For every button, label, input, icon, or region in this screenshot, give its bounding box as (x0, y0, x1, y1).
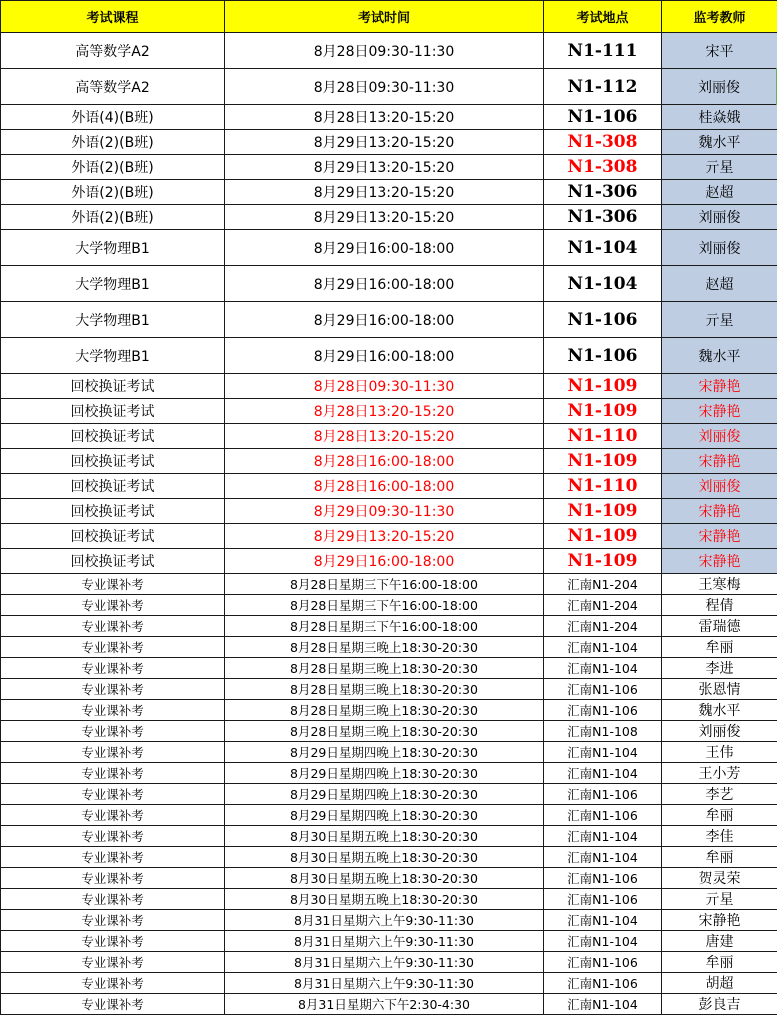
course-cell: 专业课补考 (1, 595, 225, 616)
course-cell: 外语(4)(B班) (1, 105, 225, 130)
table-row (1, 931, 777, 952)
table-row (1, 155, 777, 180)
course-cell: 外语(2)(B班) (1, 180, 225, 205)
course-cell: 回校换证考试 (1, 374, 225, 399)
table-row (1, 374, 777, 399)
room-cell: N1-306 (544, 180, 662, 205)
table-row (1, 399, 777, 424)
course-cell: 回校换证考试 (1, 474, 225, 499)
teacher-cell: 赵超 (662, 266, 777, 302)
time-cell: 8月28日星期三晚上18:30-20:30 (225, 679, 544, 700)
table-row (1, 784, 777, 805)
teacher-cell: 宋静艳 (662, 374, 777, 399)
table-row (1, 889, 777, 910)
table-row (1, 338, 777, 374)
room-cell: 汇南N1-104 (544, 910, 662, 931)
course-cell: 回校换证考试 (1, 549, 225, 574)
room-cell: N1-110 (544, 424, 662, 449)
table-row (1, 302, 777, 338)
room-cell: N1-104 (544, 230, 662, 266)
room-cell: N1-308 (544, 155, 662, 180)
time-cell: 8月28日星期三下午16:00-18:00 (225, 595, 544, 616)
room-cell: 汇南N1-104 (544, 742, 662, 763)
course-cell: 专业课补考 (1, 721, 225, 742)
course-cell: 专业课补考 (1, 763, 225, 784)
room-cell: 汇南N1-104 (544, 763, 662, 784)
room-cell: N1-109 (544, 449, 662, 474)
table-row (1, 524, 777, 549)
course-cell: 专业课补考 (1, 889, 225, 910)
table-row (1, 910, 777, 931)
course-cell: 回校换证考试 (1, 399, 225, 424)
teacher-cell: 牟丽 (662, 847, 777, 868)
course-cell: 回校换证考试 (1, 524, 225, 549)
header-invigilator: 监考教师 (662, 1, 777, 33)
room-cell: N1-106 (544, 302, 662, 338)
time-cell: 8月30日星期五晚上18:30-20:30 (225, 868, 544, 889)
course-cell: 高等数学A2 (1, 69, 225, 105)
teacher-cell: 贺灵荣 (662, 868, 777, 889)
course-cell: 外语(2)(B班) (1, 205, 225, 230)
course-cell: 专业课补考 (1, 973, 225, 994)
course-cell: 大学物理B1 (1, 302, 225, 338)
teacher-cell: 亓星 (662, 889, 777, 910)
table-row (1, 763, 777, 784)
room-cell: 汇南N1-204 (544, 595, 662, 616)
room-cell: 汇南N1-204 (544, 574, 662, 595)
room-cell: 汇南N1-104 (544, 658, 662, 679)
table-row (1, 449, 777, 474)
course-cell: 专业课补考 (1, 637, 225, 658)
room-cell: 汇南N1-106 (544, 784, 662, 805)
header-course: 考试课程 (1, 1, 225, 33)
time-cell: 8月31日星期六上午9:30-11:30 (225, 952, 544, 973)
teacher-cell: 程倩 (662, 595, 777, 616)
time-cell: 8月30日星期五晚上18:30-20:30 (225, 847, 544, 868)
course-cell: 专业课补考 (1, 616, 225, 637)
time-cell: 8月28日星期三晚上18:30-20:30 (225, 637, 544, 658)
table-row (1, 658, 777, 679)
room-cell: 汇南N1-106 (544, 973, 662, 994)
teacher-cell: 刘丽俊 (662, 721, 777, 742)
teacher-cell: 牟丽 (662, 952, 777, 973)
teacher-cell: 唐建 (662, 931, 777, 952)
header-time: 考试时间 (225, 1, 544, 33)
course-cell: 回校换证考试 (1, 499, 225, 524)
teacher-cell: 桂焱娥 (662, 105, 777, 130)
course-cell: 大学物理B1 (1, 230, 225, 266)
time-cell: 8月29日星期四晚上18:30-20:30 (225, 805, 544, 826)
table-row (1, 826, 777, 847)
time-cell: 8月28日星期三下午16:00-18:00 (225, 574, 544, 595)
time-cell: 8月29日13:20-15:20 (225, 130, 544, 155)
time-cell: 8月28日13:20-15:20 (225, 424, 544, 449)
course-cell: 外语(2)(B班) (1, 130, 225, 155)
course-cell: 专业课补考 (1, 574, 225, 595)
course-cell: 回校换证考试 (1, 424, 225, 449)
table-row (1, 616, 777, 637)
header-location: 考试地点 (544, 1, 662, 33)
room-cell: N1-106 (544, 105, 662, 130)
table-row (1, 721, 777, 742)
teacher-cell: 魏水平 (662, 338, 777, 374)
teacher-cell: 雷瑞德 (662, 616, 777, 637)
time-cell: 8月28日16:00-18:00 (225, 449, 544, 474)
room-cell: 汇南N1-106 (544, 700, 662, 721)
room-cell: N1-109 (544, 374, 662, 399)
time-cell: 8月31日星期六下午2:30-4:30 (225, 994, 544, 1015)
course-cell: 专业课补考 (1, 658, 225, 679)
time-cell: 8月28日16:00-18:00 (225, 474, 544, 499)
room-cell: N1-109 (544, 549, 662, 574)
course-cell: 大学物理B1 (1, 338, 225, 374)
teacher-cell: 刘丽俊 (662, 69, 777, 105)
teacher-cell: 李艺 (662, 784, 777, 805)
room-cell: 汇南N1-106 (544, 868, 662, 889)
table-row (1, 266, 777, 302)
teacher-cell: 刘丽俊 (662, 205, 777, 230)
room-cell: 汇南N1-106 (544, 679, 662, 700)
room-cell: 汇南N1-104 (544, 847, 662, 868)
course-cell: 回校换证考试 (1, 449, 225, 474)
table-row (1, 700, 777, 721)
time-cell: 8月31日星期六上午9:30-11:30 (225, 973, 544, 994)
time-cell: 8月28日星期三晚上18:30-20:30 (225, 658, 544, 679)
room-cell: N1-104 (544, 266, 662, 302)
room-cell: N1-306 (544, 205, 662, 230)
teacher-cell: 魏水平 (662, 700, 777, 721)
table-row (1, 994, 777, 1015)
table-row (1, 474, 777, 499)
time-cell: 8月29日16:00-18:00 (225, 302, 544, 338)
teacher-cell: 刘丽俊 (662, 474, 777, 499)
room-cell: 汇南N1-104 (544, 637, 662, 658)
table-row (1, 595, 777, 616)
course-cell: 专业课补考 (1, 868, 225, 889)
course-cell: 专业课补考 (1, 679, 225, 700)
table-row (1, 549, 777, 574)
room-cell: N1-111 (544, 33, 662, 69)
room-cell: 汇南N1-108 (544, 721, 662, 742)
teacher-cell: 王寒梅 (662, 574, 777, 595)
table-row (1, 847, 777, 868)
room-cell: 汇南N1-106 (544, 805, 662, 826)
time-cell: 8月30日星期五晚上18:30-20:30 (225, 889, 544, 910)
table-row (1, 424, 777, 449)
time-cell: 8月28日星期三晚上18:30-20:30 (225, 700, 544, 721)
course-cell: 专业课补考 (1, 994, 225, 1015)
table-row (1, 868, 777, 889)
table-row (1, 574, 777, 595)
table-row (1, 499, 777, 524)
room-cell: N1-109 (544, 499, 662, 524)
teacher-cell: 宋静艳 (662, 524, 777, 549)
teacher-cell: 张恩情 (662, 679, 777, 700)
teacher-cell: 刘丽俊 (662, 230, 777, 266)
teacher-cell: 魏水平 (662, 130, 777, 155)
time-cell: 8月29日13:20-15:20 (225, 180, 544, 205)
time-cell: 8月29日13:20-15:20 (225, 524, 544, 549)
table-row (1, 637, 777, 658)
time-cell: 8月28日09:30-11:30 (225, 33, 544, 69)
table-row (1, 33, 777, 69)
room-cell: N1-112 (544, 69, 662, 105)
teacher-cell: 刘丽俊 (662, 424, 777, 449)
table-row (1, 952, 777, 973)
room-cell: 汇南N1-106 (544, 952, 662, 973)
teacher-cell: 彭良吉 (662, 994, 777, 1015)
teacher-cell: 牟丽 (662, 637, 777, 658)
room-cell: 汇南N1-104 (544, 931, 662, 952)
teacher-cell: 胡超 (662, 973, 777, 994)
header-row (1, 1, 777, 33)
course-cell: 专业课补考 (1, 700, 225, 721)
time-cell: 8月29日13:20-15:20 (225, 155, 544, 180)
teacher-cell: 宋静艳 (662, 499, 777, 524)
teacher-cell: 宋平 (662, 33, 777, 69)
time-cell: 8月29日星期四晚上18:30-20:30 (225, 784, 544, 805)
course-cell: 专业课补考 (1, 931, 225, 952)
table-row (1, 205, 777, 230)
time-cell: 8月30日星期五晚上18:30-20:30 (225, 826, 544, 847)
table-row (1, 742, 777, 763)
room-cell: 汇南N1-104 (544, 994, 662, 1015)
time-cell: 8月28日09:30-11:30 (225, 374, 544, 399)
teacher-cell: 李进 (662, 658, 777, 679)
room-cell: N1-110 (544, 474, 662, 499)
time-cell: 8月29日13:20-15:20 (225, 205, 544, 230)
time-cell: 8月29日16:00-18:00 (225, 549, 544, 574)
course-cell: 专业课补考 (1, 847, 225, 868)
time-cell: 8月28日09:30-11:30 (225, 69, 544, 105)
course-cell: 外语(2)(B班) (1, 155, 225, 180)
course-cell: 专业课补考 (1, 805, 225, 826)
time-cell: 8月29日16:00-18:00 (225, 230, 544, 266)
table-row (1, 130, 777, 155)
table-row (1, 230, 777, 266)
room-cell: N1-106 (544, 338, 662, 374)
course-cell: 高等数学A2 (1, 33, 225, 69)
time-cell: 8月29日09:30-11:30 (225, 499, 544, 524)
teacher-cell: 赵超 (662, 180, 777, 205)
course-cell: 专业课补考 (1, 910, 225, 931)
room-cell: 汇南N1-106 (544, 889, 662, 910)
teacher-cell: 王小芳 (662, 763, 777, 784)
time-cell: 8月28日13:20-15:20 (225, 105, 544, 130)
room-cell: N1-109 (544, 399, 662, 424)
course-cell: 专业课补考 (1, 952, 225, 973)
table-row (1, 69, 777, 105)
time-cell: 8月28日13:20-15:20 (225, 399, 544, 424)
table-row (1, 805, 777, 826)
teacher-cell: 宋静艳 (662, 910, 777, 931)
time-cell: 8月29日星期四晚上18:30-20:30 (225, 742, 544, 763)
table-row (1, 105, 777, 130)
teacher-cell: 亓星 (662, 155, 777, 180)
teacher-cell: 牟丽 (662, 805, 777, 826)
course-cell: 专业课补考 (1, 826, 225, 847)
table-row (1, 180, 777, 205)
time-cell: 8月29日16:00-18:00 (225, 266, 544, 302)
room-cell: N1-109 (544, 524, 662, 549)
room-cell: 汇南N1-104 (544, 826, 662, 847)
teacher-cell: 宋静艳 (662, 399, 777, 424)
time-cell: 8月28日星期三下午16:00-18:00 (225, 616, 544, 637)
time-cell: 8月29日星期四晚上18:30-20:30 (225, 763, 544, 784)
course-cell: 专业课补考 (1, 784, 225, 805)
teacher-cell: 宋静艳 (662, 449, 777, 474)
teacher-cell: 王伟 (662, 742, 777, 763)
teacher-cell: 宋静艳 (662, 549, 777, 574)
time-cell: 8月31日星期六上午9:30-11:30 (225, 910, 544, 931)
teacher-cell: 亓星 (662, 302, 777, 338)
course-cell: 大学物理B1 (1, 266, 225, 302)
room-cell: 汇南N1-204 (544, 616, 662, 637)
teacher-cell: 李佳 (662, 826, 777, 847)
time-cell: 8月28日星期三晚上18:30-20:30 (225, 721, 544, 742)
table-row (1, 679, 777, 700)
course-cell: 专业课补考 (1, 742, 225, 763)
room-cell: N1-308 (544, 130, 662, 155)
time-cell: 8月29日16:00-18:00 (225, 338, 544, 374)
time-cell: 8月31日星期六上午9:30-11:30 (225, 931, 544, 952)
